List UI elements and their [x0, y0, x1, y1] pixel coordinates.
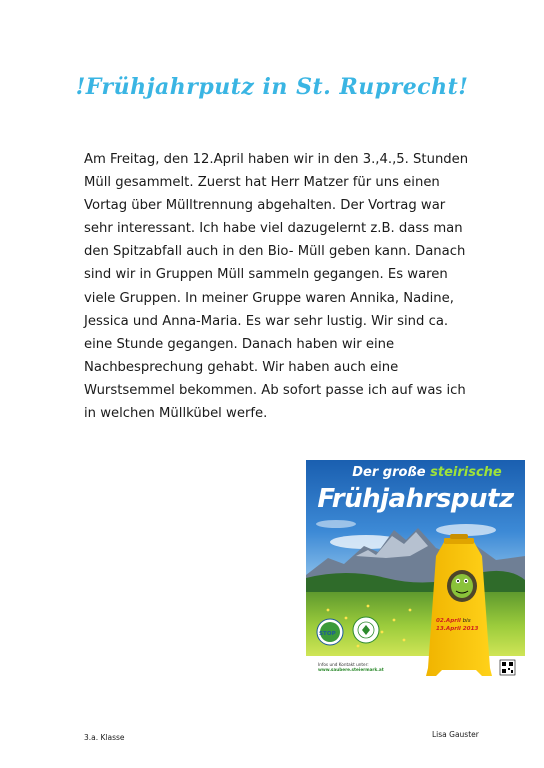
poster-headline: Frühjahrsputz	[317, 484, 514, 514]
poster-dates	[436, 618, 484, 633]
poster-date-start: 02.April	[436, 618, 461, 624]
body-line: Jessica und Anna-Maria. Es war sehr lustig. Wir sind ca.	[84, 313, 449, 329]
poster-info-line: Infos und Kontakt unter:	[318, 662, 369, 667]
body-line: Vortag über Mülltrennung abgehalten. Der Vortrag war	[84, 198, 446, 214]
poster-date-end: 13.April 2013	[436, 625, 479, 632]
poster-date-sep: bis	[460, 618, 471, 624]
poster-subtitle-part2: steirische	[430, 465, 502, 480]
body-line: viele Gruppen. In meiner Gruppe waren Annika, Nadine,	[84, 290, 454, 306]
body-line: sehr interessant. Ich habe viel dazugelernt z.B. dass man	[84, 221, 463, 237]
poster-subtitle	[342, 465, 512, 480]
article-body	[84, 148, 484, 425]
body-line: den Spitzabfall auch in den Bio- Müll geben kann. Danach	[84, 244, 466, 260]
poster-info	[318, 662, 384, 672]
poster-url: www.saubere.steiermark.at	[318, 667, 384, 672]
body-line: in welchen Müllkübel werfe.	[84, 406, 268, 422]
body-line: Am Freitag, den 12.April haben wir in den 3.,4.,5. Stunden	[84, 152, 469, 167]
event-poster-image	[306, 460, 525, 681]
body-line: Nachbesprechung gehabt. Wir haben auch eine	[84, 359, 399, 375]
body-line: Wurstsemmel bekommen. Ab sofort passe ich auf was ich	[84, 382, 466, 398]
footer-class: 3.a. Klasse	[84, 733, 125, 742]
page-title: !Frühjahrputz in St. Ruprecht!	[75, 74, 469, 100]
footer-author: Lisa Gauster	[432, 730, 479, 739]
body-line: eine Stunde gegangen. Danach haben wir eine	[84, 336, 395, 352]
body-line: Müll gesammelt. Zuerst hat Herr Matzer für uns einen	[84, 175, 440, 191]
poster-subtitle-part1: Der große	[352, 465, 431, 480]
body-line: sind wir in Gruppen Müll sammeln gegangen. Es waren	[84, 267, 448, 283]
stop-logo-label: STOP	[319, 631, 336, 637]
